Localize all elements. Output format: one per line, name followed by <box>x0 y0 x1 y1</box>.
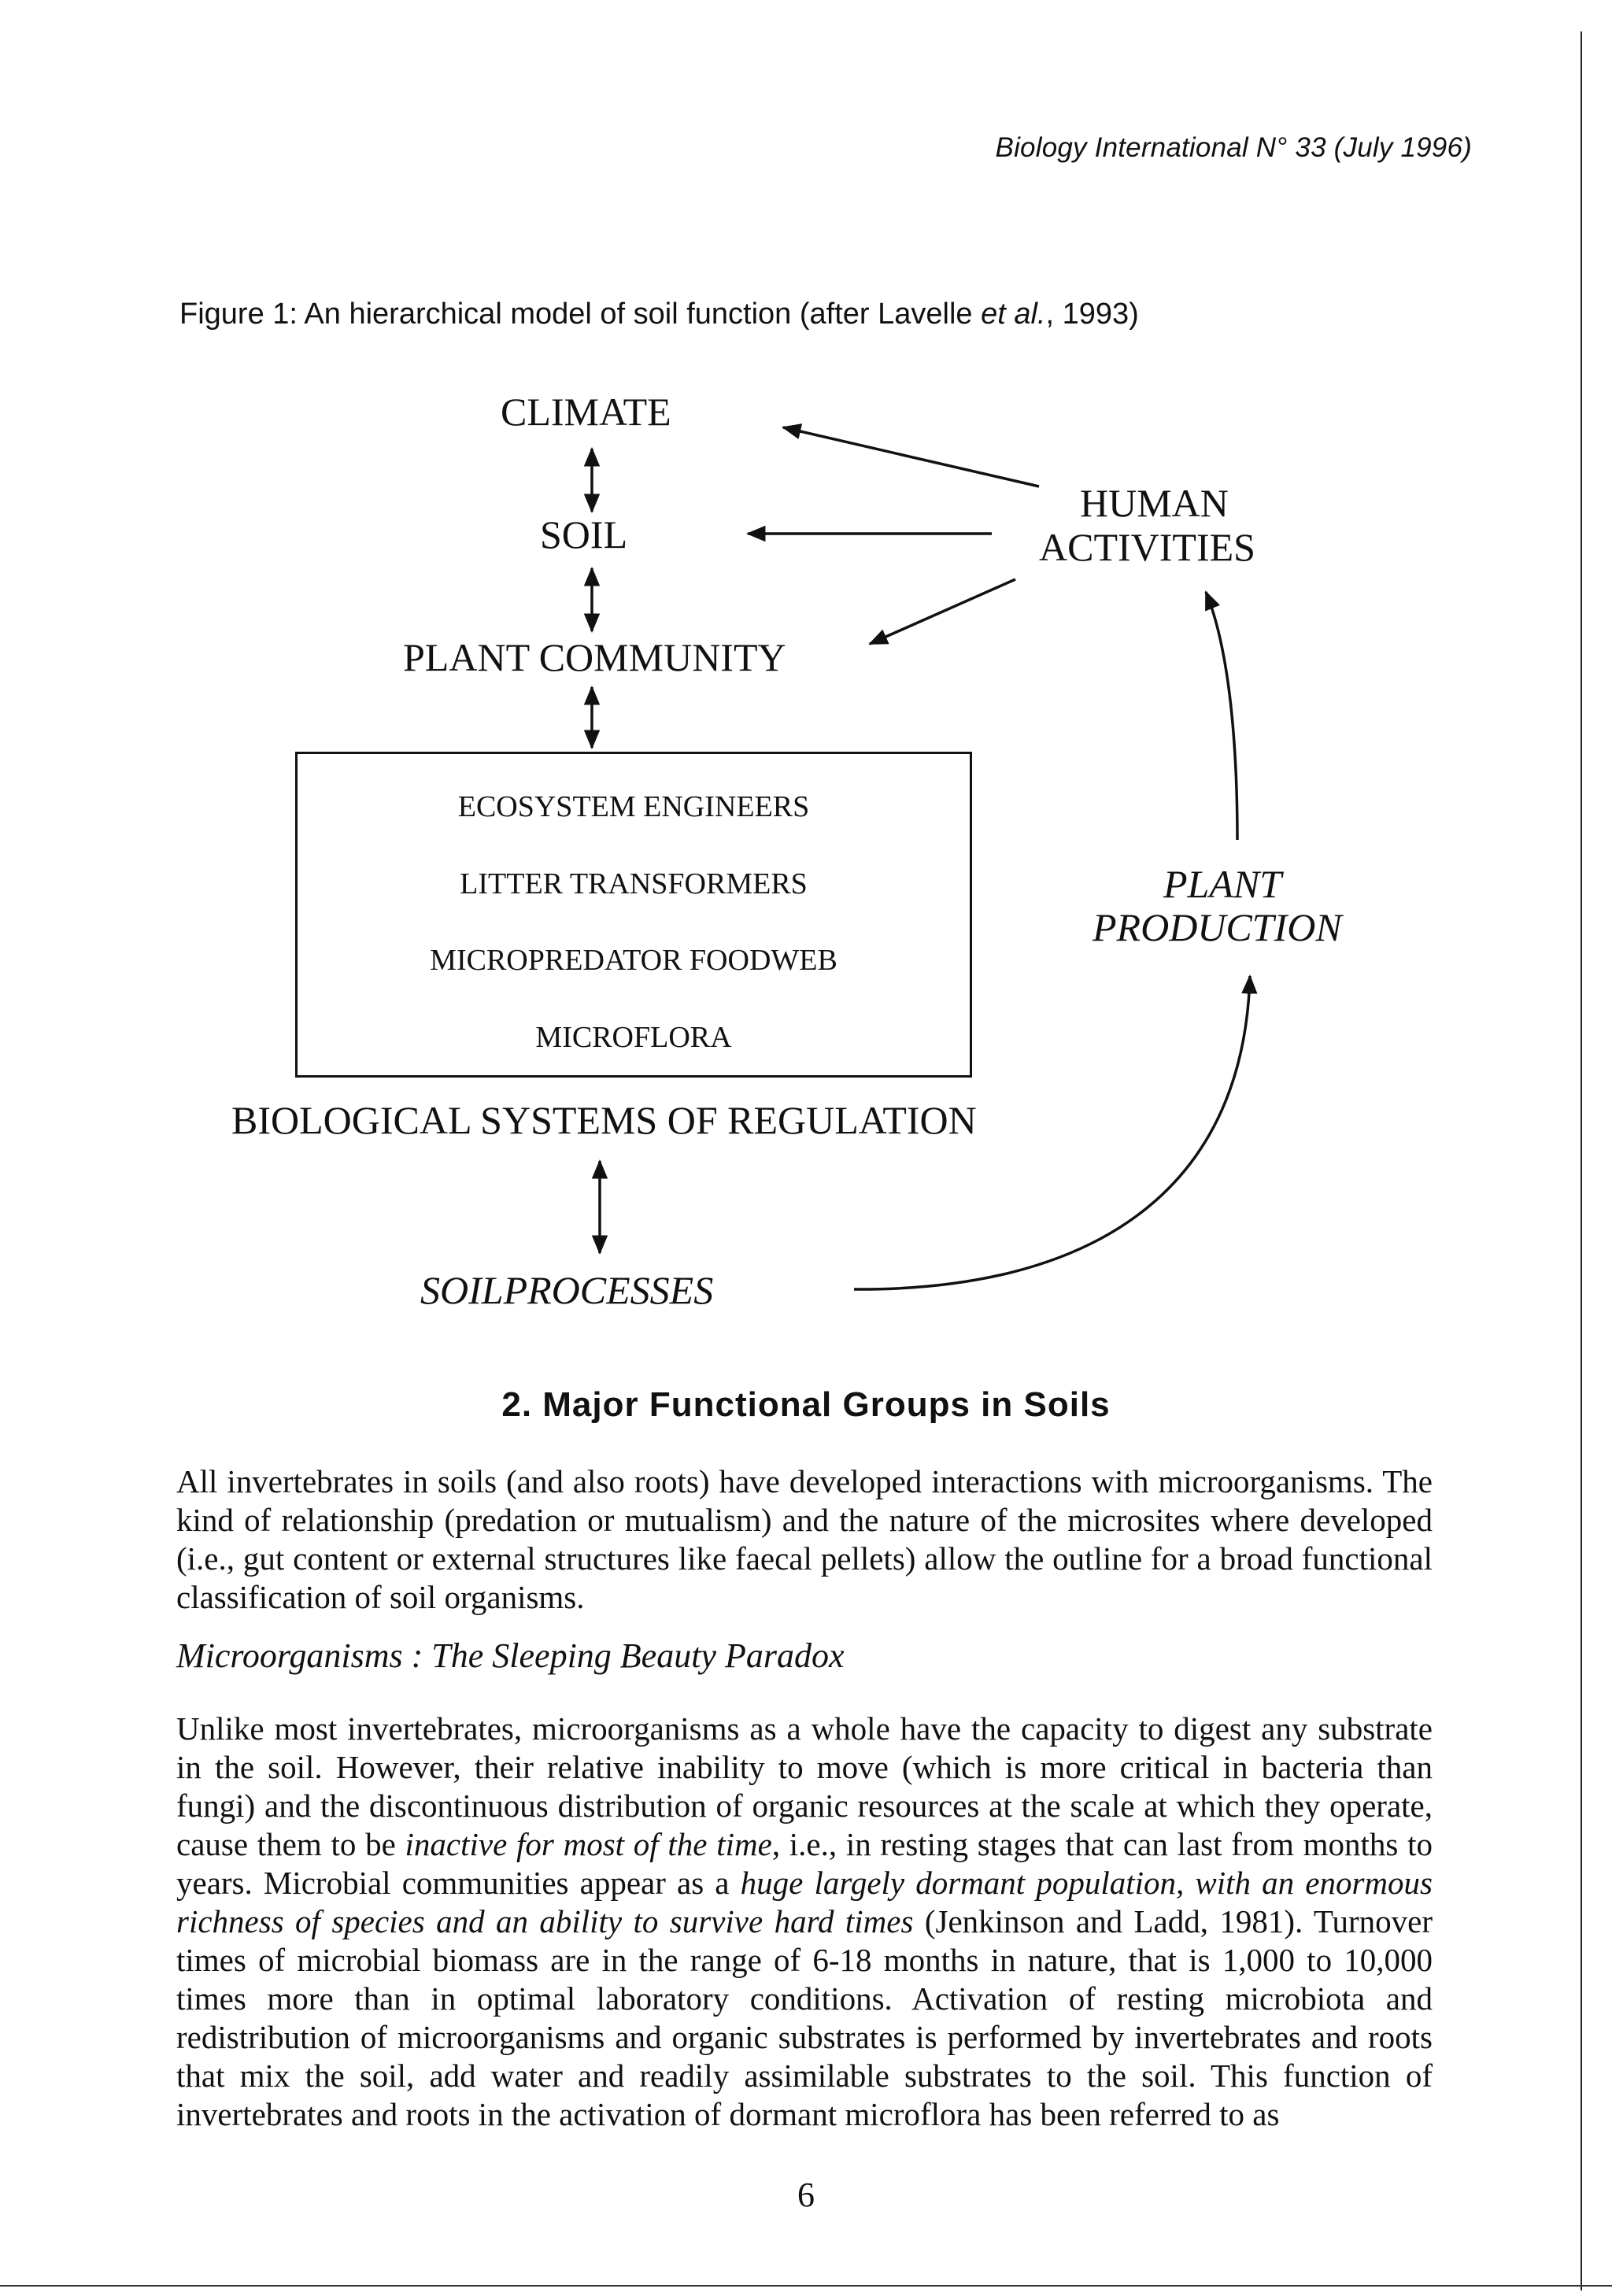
box-item-micropredator-foodweb: MICROPREDATOR FOODWEB <box>430 944 837 977</box>
climate-node: CLIMATE <box>501 390 671 434</box>
production-node: PRODUCTION <box>1093 905 1342 949</box>
box-item-litter-transformers: LITTER TRANSFORMERS <box>460 867 808 900</box>
human-to-climate-arrow <box>783 427 1039 486</box>
plant-node: PLANT <box>1163 862 1282 906</box>
running-header: Biology International N° 33 (July 1996) <box>995 132 1472 163</box>
human-node: HUMAN <box>1080 481 1229 525</box>
bio-regulation-node: BIOLOGICAL SYSTEMS OF REGULATION <box>231 1098 977 1142</box>
paragraph-text-3: (Jenkinson and Ladd, 1981). Turnover times of microbial biomass are in the range of 6-18 months in nature, that is 1,000 to 10,000 times more than in optimal laboratory conditions. Activation of resting microbiota and redistribution of microorganisms and organic substrates is performed by invertebrates and roots that mix the soil, add water and readily assimilable substrates to the soil. This function of invertebrates and roots in the activation of dormant microflora has been referred to as <box>176 1903 1433 2132</box>
plant-community-node: PLANT COMMUNITY <box>403 635 786 679</box>
figure-caption-prefix: Figure 1: An hierarchical model of soil function (after Lavelle <box>179 298 982 331</box>
human-to-plant-arrow <box>870 579 1015 644</box>
box-item-microflora: MICROFLORA <box>535 1021 732 1054</box>
page-bottom-rule <box>0 2285 1612 2287</box>
paragraph-italic-2: huge largely dormant population, with an enormous richness of species and an ability to survive hard times <box>176 1865 1433 1939</box>
soil-node: SOIL <box>540 512 628 556</box>
paragraph-italic-1: inactive for most of the time <box>405 1826 772 1862</box>
page-number: 6 <box>797 2176 815 2214</box>
section-heading: 2. Major Functional Groups in Soils <box>501 1385 1111 1424</box>
paragraph-sleeping-beauty <box>176 1710 1433 2134</box>
paragraph-text-2: , i.e., in resting stages that can last from months to years. Microbial communities appear as a <box>176 1826 1433 1901</box>
figure-caption-suffix: , 1993) <box>1045 298 1139 331</box>
figure-caption-italic: et al. <box>981 298 1046 331</box>
regulation-box <box>295 752 972 1078</box>
paragraph-intro: All invertebrates in soils (and also roots) have developed interactions with microorganisms. The kind of relationship (predation or mutualism) and the nature of the microsites where developed (i.e., gut content or external structures like faecal pellets) allow the outline for a broad functional classification of soil organisms. <box>176 1463 1433 1615</box>
activities-node: ACTIVITIES <box>1039 525 1255 569</box>
subsection-title: Microorganisms : The Sleeping Beauty Paradox <box>176 1636 845 1675</box>
paragraph-text-1: Unlike most invertebrates, microorganisms as a whole have the capacity to digest any substrate in the soil. However, their relative inability to move (which is more critical in bacteria than fungi) and the discontinuous distribution of organic resources at the scale at which they operate, cause them to be <box>176 1710 1433 1862</box>
soil-processes-node: SOILPROCESSES <box>420 1268 714 1312</box>
box-item-ecosystem-engineers: ECOSYSTEM ENGINEERS <box>457 790 810 823</box>
production-to-human-arrow <box>1206 592 1237 840</box>
